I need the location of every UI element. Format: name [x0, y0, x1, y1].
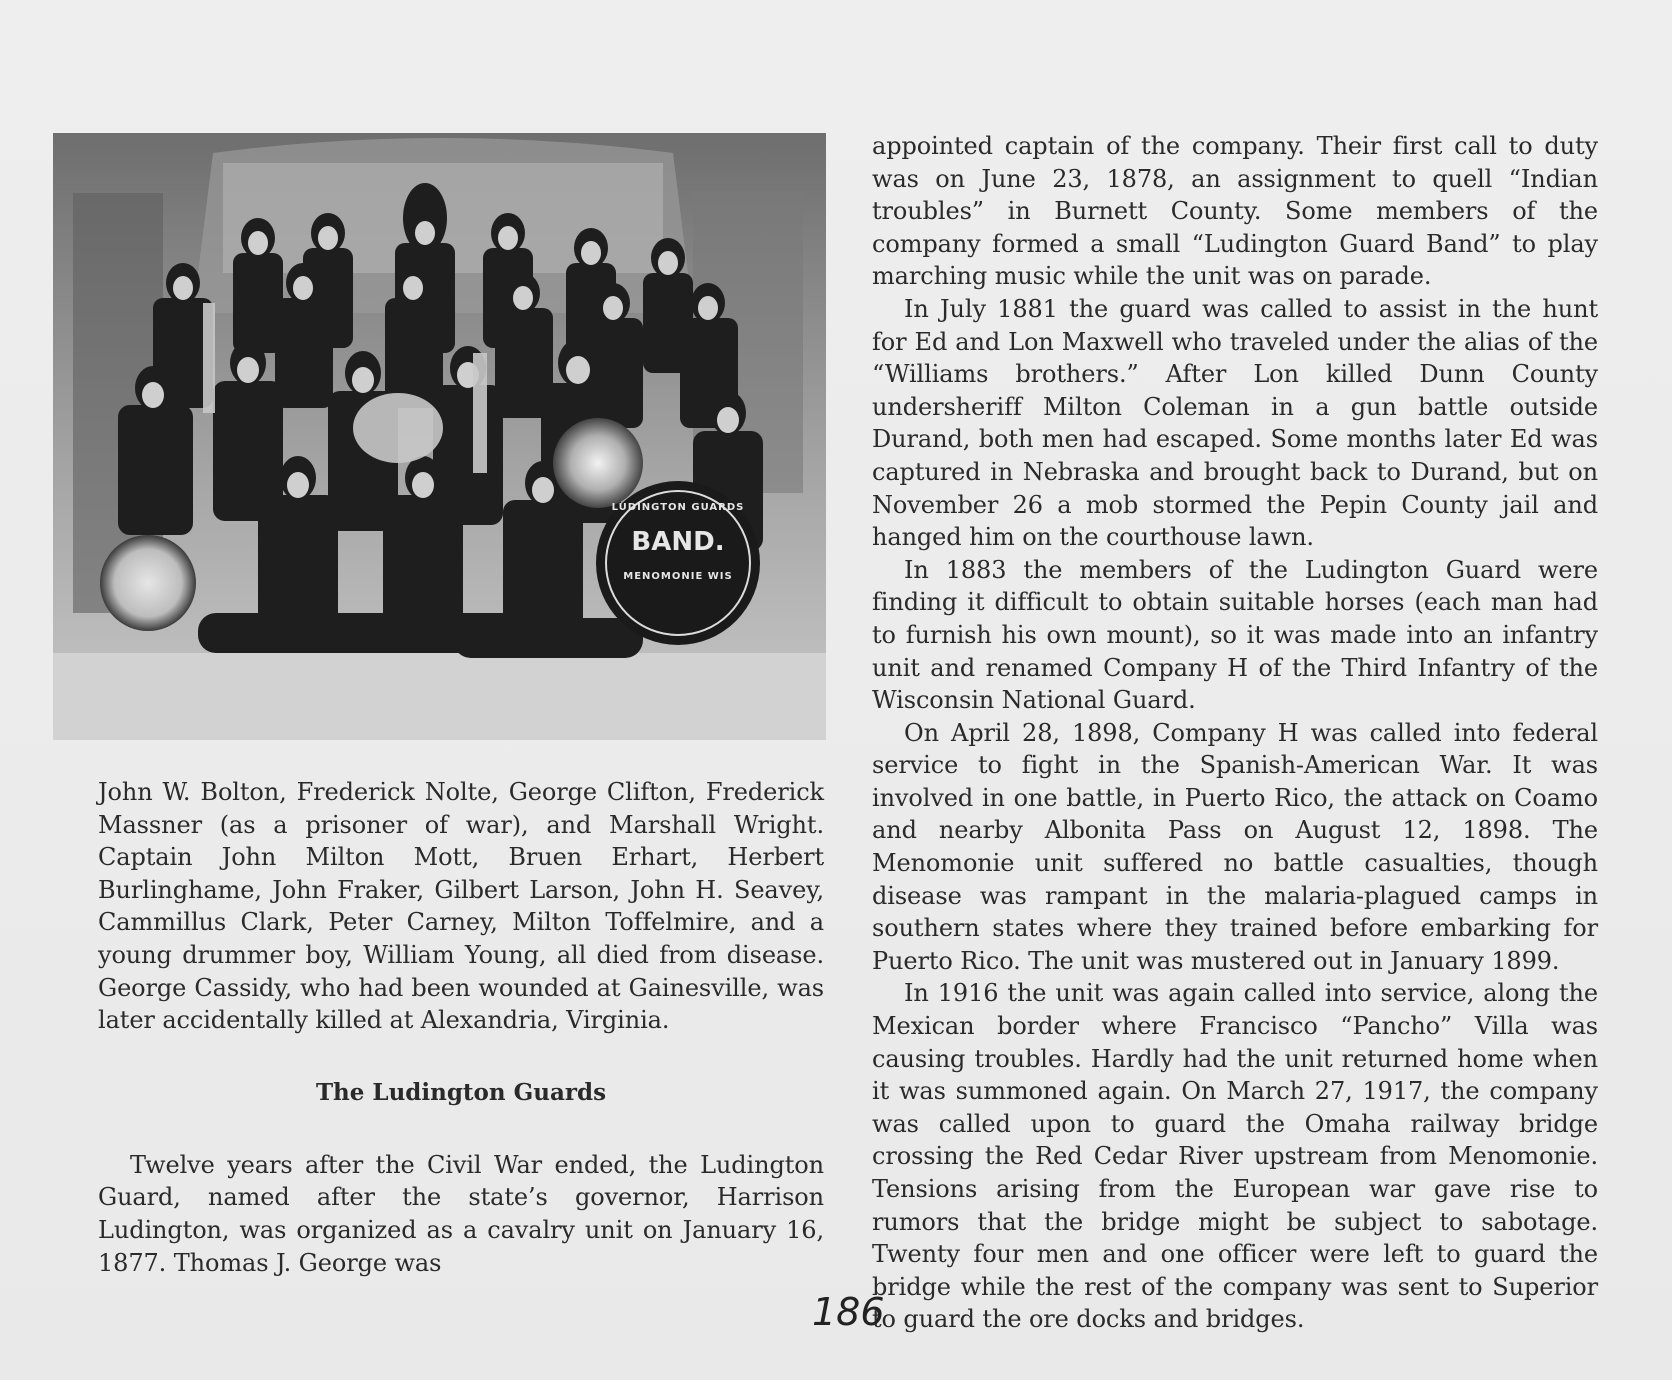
drum-text-center: BAND.: [631, 527, 725, 557]
band-photograph: [53, 133, 826, 740]
left-column: [98, 776, 824, 1279]
drum-text-top: LUDINGTON GUARDS: [611, 502, 745, 513]
band-photograph-image: [53, 133, 826, 740]
right-paragraph-2: In July 1881 the guard was called to assist in the hunt for Ed and Lon Maxwell who traveled under the alias of the “Williams brothers.” After Lon killed Dunn County undersheriff Milton Coleman in a gun battle outside Durand, both men had escaped. Some months later Ed was captured in Nebraska and brought back to Durand, but on November 26 a mob stormed the Pepin County jail and hanged him on the courthouse lawn.: [872, 294, 1598, 552]
right-paragraph-1: appointed captain of the company. Their first call to duty was on June 23, 1878, an assignment to quell “Indian troubles” in Burnett County. Some members of the company formed a small “Ludington Guard Band” to play marching music while the unit was on parade.: [872, 132, 1598, 291]
left-paragraph-1: John W. Bolton, Frederick Nolte, George Clifton, Frederick Massner (as a prisoner of war), and Marshall Wright. Captain John Milton Mott, Bruen Erhart, Herbert Burlinghame, John Fraker, Gilbert Larson, John H. Seavey, Cammillus Clark, Peter Carney, Milton Toffelmire, and a young drummer boy, William Young, all died from disease. George Cassidy, who had been wounded at Gainesville, was later accidentally killed at Alexandria, Virginia.: [98, 778, 824, 1035]
right-paragraph-3: In 1883 the members of the Ludington Guard were finding it difficult to obtain suitable horses (each man had to furnish his own mount), so it was made into an infantry unit and renamed Company H of the Third Infantry of the Wisconsin National Guard.: [872, 555, 1598, 715]
drum-text-bottom: MENOMONIE WIS: [623, 571, 733, 582]
bass-drum-lettering: [606, 478, 750, 648]
right-column: [872, 130, 1598, 1336]
right-paragraph-4: On April 28, 1898, Company H was called into federal service to fight in the Spanish-American War. It was involved in one battle, in Puerto Rico, the attack on Coamo and nearby Albonita Pass on August 12, 1898. The Menomonie unit suffered no battle casualties, though disease was rampant in the malaria-plagued camps in southern states where they trained before embarking for Puerto Rico. The unit was mustered out in January 1899.: [872, 718, 1598, 975]
section-heading: The Ludington Guards: [315, 1078, 607, 1106]
left-paragraph-2: Twelve years after the Civil War ended, the Ludington Guard, named after the state’s governor, Harrison Ludington, was organized as a cavalry unit on January 16, 1877. Thomas J. George was: [98, 1150, 824, 1277]
page-number: 186: [812, 1290, 885, 1334]
right-paragraph-5: In 1916 the unit was again called into service, along the Mexican border where Francisco “Pancho” Villa was causing troubles. Hardly had the unit returned home when it was summoned again. On March 27, 1917, the company was called upon to guard the Omaha railway bridge crossing the Red Cedar River upstream from Menomonie. Tensions arising from the European war gave rise to rumors that the bridge might be subject to sabotage. Twenty four men and one officer were left to guard the bridge while the rest of the company was sent to Superior to guard the ore docks and bridges.: [872, 979, 1598, 1334]
